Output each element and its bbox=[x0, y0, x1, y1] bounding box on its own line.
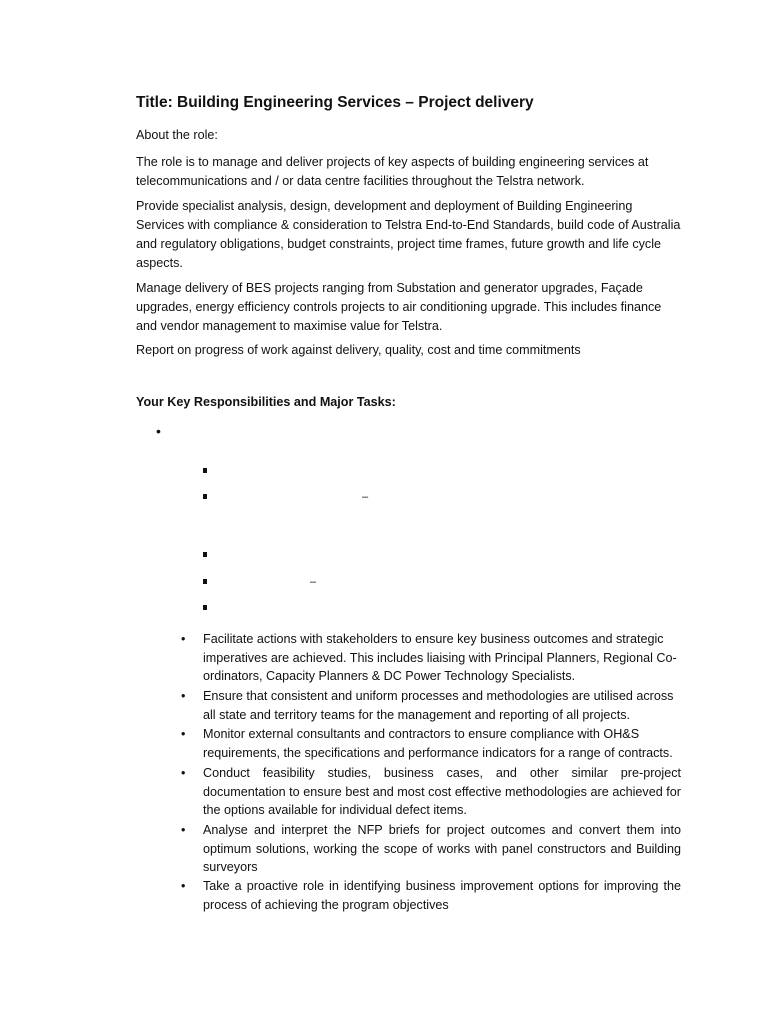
list-item bbox=[181, 630, 681, 686]
list-item bbox=[181, 687, 681, 724]
paragraph-delivery: Manage delivery of BES projects ranging from Substation and generator upgrades, Façade upgrades, energy efficiency controls projects to air conditioning upgrade. This includes finance and vendor management to maximise value for Telstra. bbox=[136, 281, 662, 333]
empty-subitem-marker bbox=[203, 494, 207, 499]
empty-bullet-marker: • bbox=[156, 423, 161, 439]
list-item bbox=[181, 764, 681, 820]
list-item-text: Monitor external consultants and contractors to ensure compliance with OH&S requirements, the specifications and performance indicators for a range of contracts. bbox=[203, 727, 673, 760]
paragraph-report: Report on progress of work against delivery, quality, cost and time commitments bbox=[136, 343, 581, 357]
paragraph-role: The role is to manage and deliver projects of key aspects of building engineering services at telecommunications and / or data centre facilities throughout the Telstra network. bbox=[136, 155, 649, 188]
bullet-marker: • bbox=[181, 689, 186, 703]
bullet-marker: • bbox=[181, 727, 186, 741]
bullet-marker: • bbox=[181, 823, 186, 837]
list-item bbox=[181, 821, 681, 877]
responsibilities-heading: Your Key Responsibilities and Major Tasks: bbox=[136, 395, 396, 409]
empty-subitem-marker bbox=[203, 468, 207, 473]
list-item bbox=[181, 877, 681, 914]
empty-subitem-marker bbox=[203, 579, 207, 584]
about-label: About the role: bbox=[136, 128, 218, 142]
empty-subitem-marker bbox=[203, 552, 207, 557]
list-item-text: Conduct feasibility studies, business cases, and other similar pre-project documentation to ensure best and most cost effective methodologies are achieved for the options available for individual defect items. bbox=[203, 766, 681, 818]
list-item-text: Analyse and interpret the NFP briefs for project outcomes and convert them into optimum solutions, working the scope of works with panel constructors and Building surveyors bbox=[203, 823, 681, 875]
dash-mark: – bbox=[310, 576, 317, 588]
bullet-marker: • bbox=[181, 879, 186, 893]
bullet-marker: • bbox=[181, 632, 186, 646]
empty-subitem-marker bbox=[203, 605, 207, 610]
list-item-text: Take a proactive role in identifying business improvement options for improving the process of achieving the program objectives bbox=[203, 879, 681, 912]
list-item bbox=[181, 725, 681, 762]
paragraph-specialist: Provide specialist analysis, design, development and deployment of Building Engineering Services with compliance & consideration to Telstra End-to-End Standards, build code of Australia and regulatory obligations, budget constraints, project time frames, future growth and life cycle aspects. bbox=[136, 199, 681, 270]
list-item-text: Facilitate actions with stakeholders to ensure key business outcomes and strategic imperatives are achieved. This includes liaising with Principal Planners, Regional Co-ordinators, Capacity Planners & DC Power Technology Specialists. bbox=[203, 632, 677, 684]
document-title: Title: Building Engineering Services – Project delivery bbox=[136, 94, 534, 111]
list-item-text: Ensure that consistent and uniform processes and methodologies are utilised across all state and territory teams for the management and reporting of all projects. bbox=[203, 689, 674, 722]
bullet-marker: • bbox=[181, 766, 186, 780]
dash-mark: – bbox=[362, 491, 369, 503]
